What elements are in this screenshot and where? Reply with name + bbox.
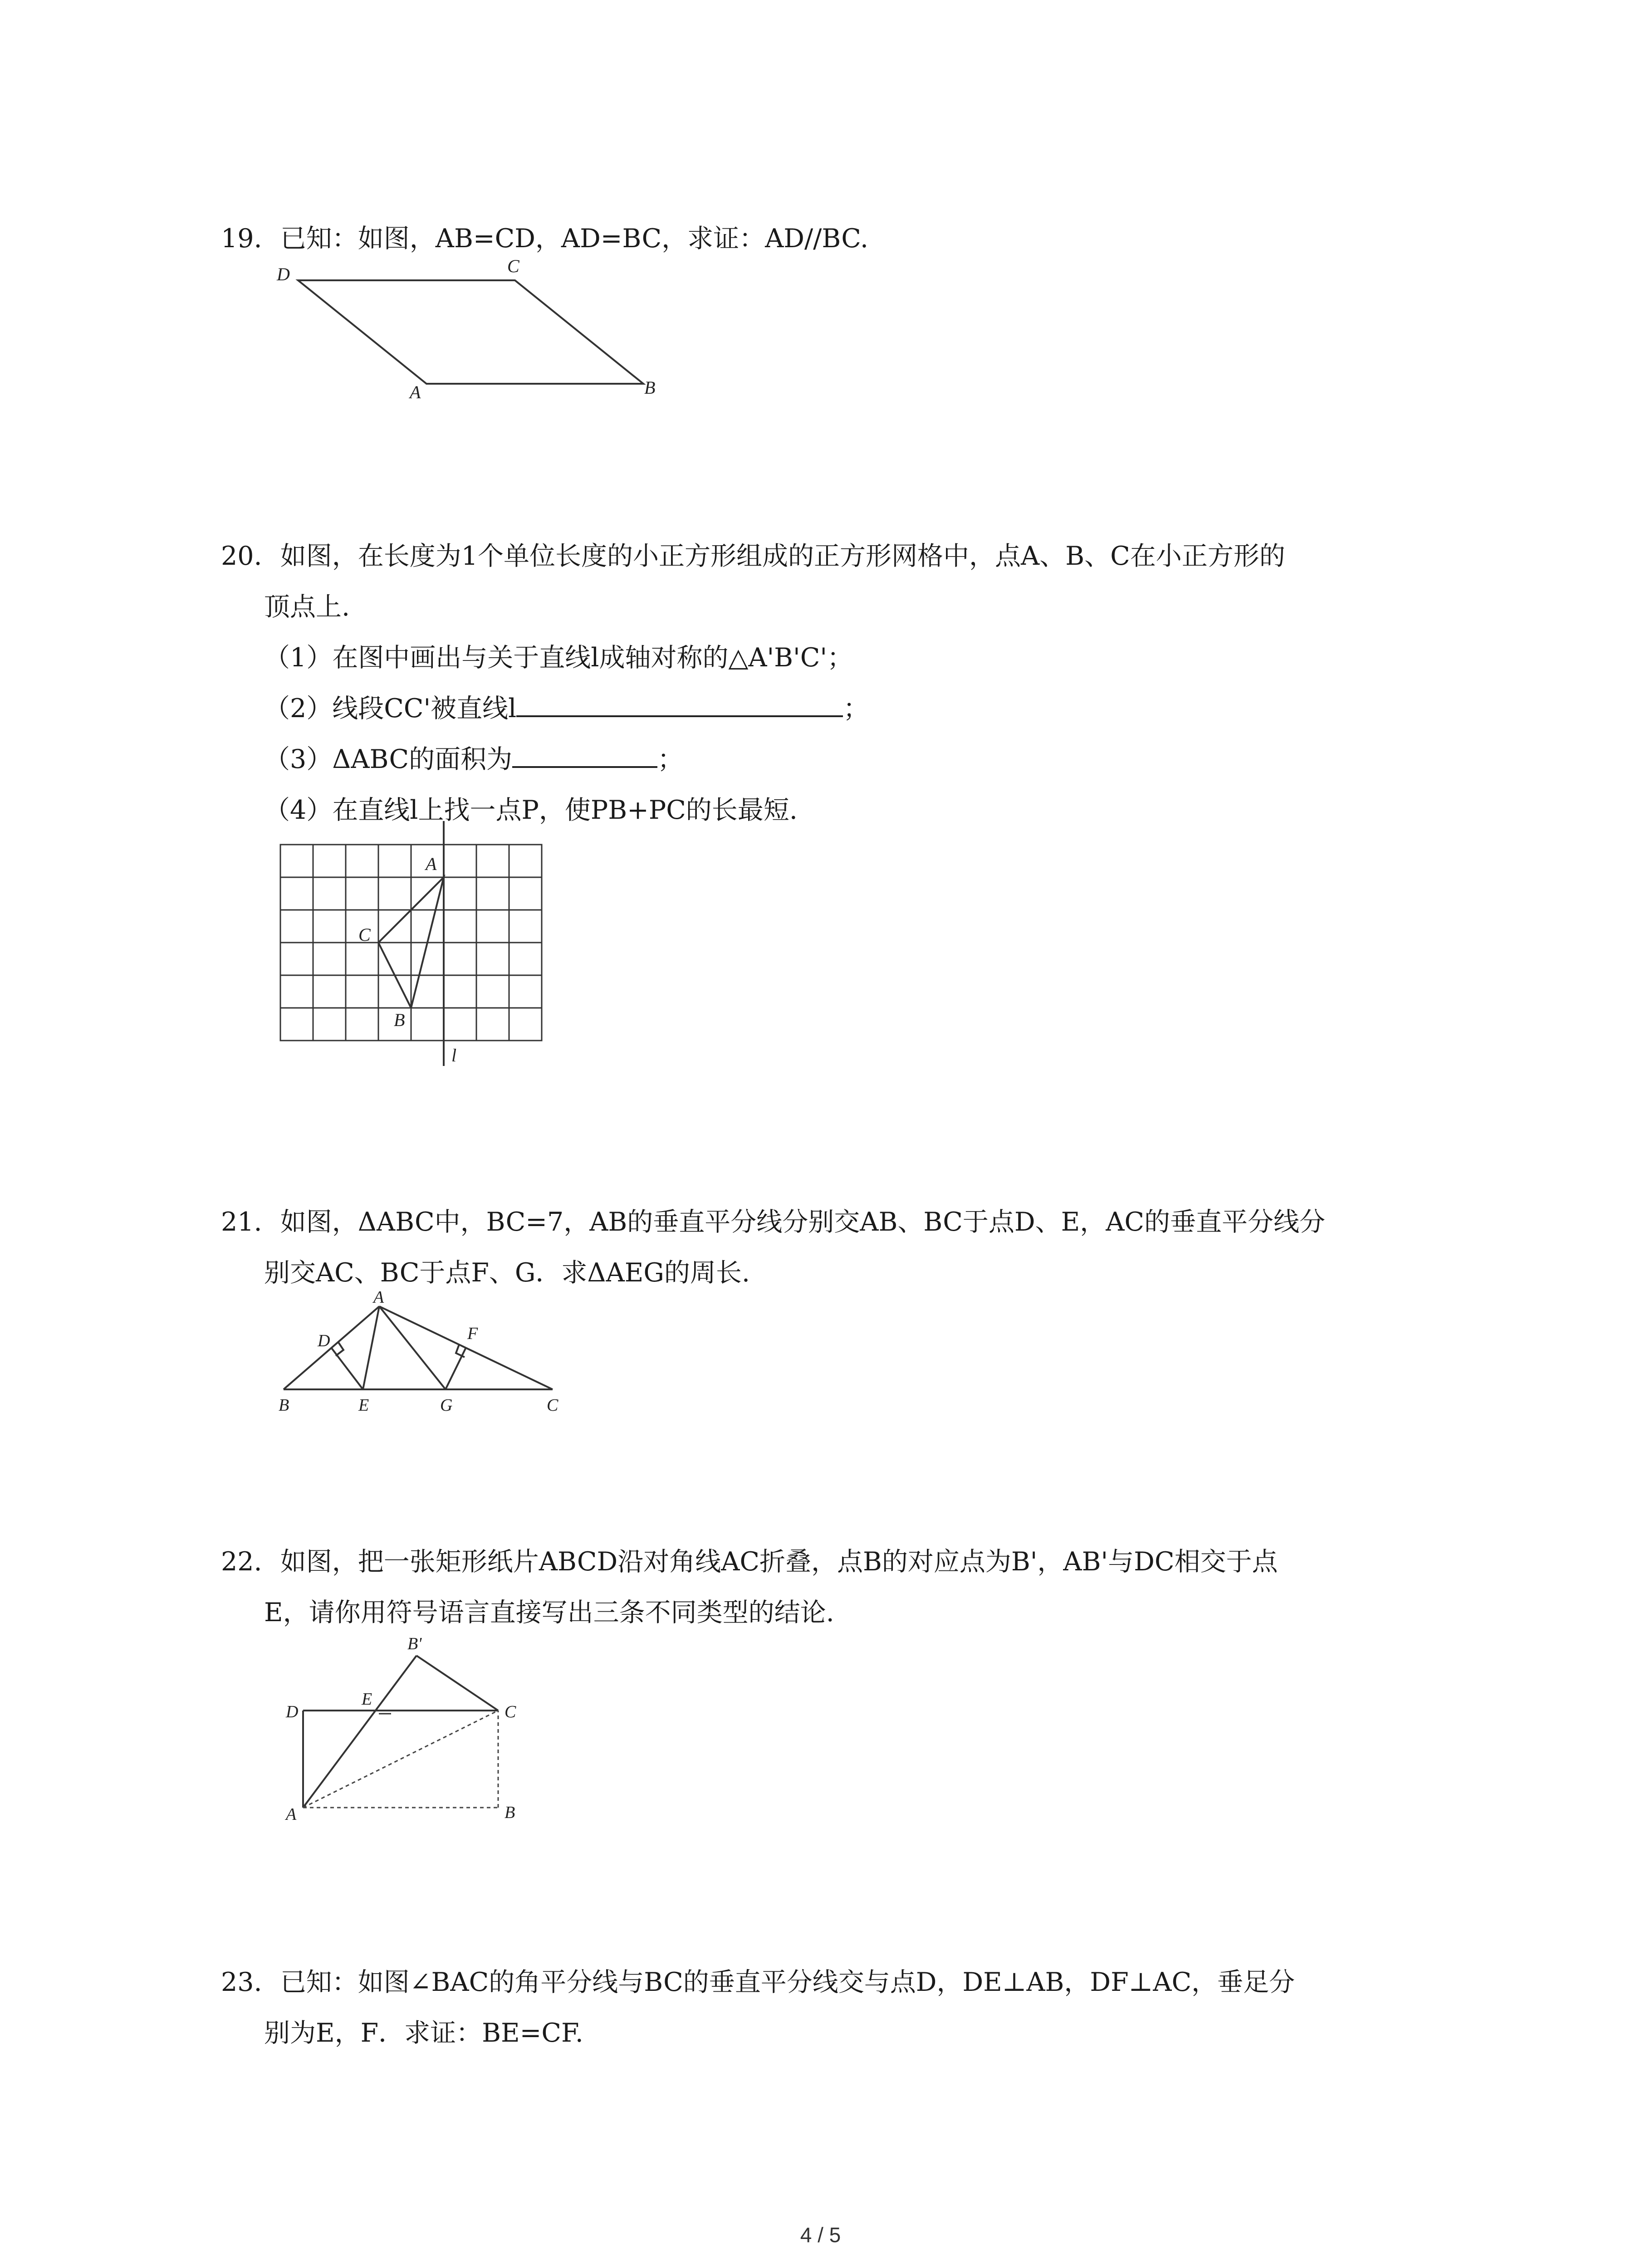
q22-label-b-prime: B' <box>407 1634 422 1653</box>
question-19-number: 19. <box>221 224 262 254</box>
question-21-line2: 别交AC、BC于点F、G．求ΔAEG的周长. <box>264 1258 750 1288</box>
q20-label-l: l <box>451 1045 457 1066</box>
q19-label-d: D <box>277 264 290 284</box>
question-23 <box>221 1957 1295 2008</box>
q21-label-a: A <box>373 1288 384 1307</box>
question-20-sub3-suffix: ； <box>657 744 684 774</box>
q22-label-c: C <box>505 1702 516 1721</box>
question-21-line1: 如图，ΔABC中，BC=7，AB的垂直平分线分别交AB、BC于点D、E，AC的垂直平分线分 <box>280 1207 1325 1237</box>
q19-label-c: C <box>507 256 519 276</box>
question-22-number: 22. <box>221 1547 262 1577</box>
question-22-line1: 如图，把一张矩形纸片ABCD沿对角线AC折叠，点B的对应点为B'，AB'与DC相交于点 <box>280 1547 1278 1577</box>
q22-diagonal-ac <box>303 1711 498 1808</box>
question-20-line2: 顶点上. <box>264 592 350 622</box>
question-20-sub4: （4）在直线l上找一点P，使PB+PC的长最短. <box>264 795 798 825</box>
q22-label-b: B <box>505 1803 515 1822</box>
q21-label-d: D <box>318 1331 330 1350</box>
q21-label-g: G <box>440 1396 453 1415</box>
q19-label-a: A <box>410 382 421 402</box>
q20-label-a: A <box>426 854 437 874</box>
q20-label-b: B <box>394 1010 405 1030</box>
q22-segment-b-prime-c <box>416 1656 498 1711</box>
question-20-sub2-prefix: （2）线段CC'被直线l <box>264 694 517 723</box>
question-20-sub1: （1）在图中画出与关于直线l成轴对称的△A'B'C'； <box>264 643 853 673</box>
q21-label-c: C <box>547 1396 558 1415</box>
question-20-sub3-prefix: （3）ΔABC的面积为 <box>264 744 513 774</box>
question-23-line2: 别为E，F．求证：BE=CF. <box>264 2018 583 2048</box>
q22-label-a: A <box>286 1805 297 1824</box>
q20-label-c: C <box>358 924 371 945</box>
question-23-line1: 已知：如图∠BAC的角平分线与BC的垂直平分线交与点D，DE⊥AB，DF⊥AC，垂足分 <box>280 1967 1295 1997</box>
question-23-number: 23. <box>221 1967 262 1997</box>
question-20-line1: 如图，在长度为1个单位长度的小正方形组成的正方形网格中，点A、B、C在小正方形的 <box>280 541 1285 571</box>
q19-label-b: B <box>644 377 656 398</box>
question-22-line2: E，请你用符号语言直接写出三条不同类型的结论. <box>264 1598 834 1628</box>
question-21-number: 21. <box>221 1207 262 1237</box>
q21-label-e: E <box>358 1396 369 1415</box>
q21-label-b: B <box>279 1396 289 1415</box>
q22-label-d: D <box>286 1702 299 1721</box>
q21-label-f: F <box>467 1324 478 1343</box>
q22-segment-ab-prime <box>303 1656 416 1808</box>
question-20-sub2-suffix: ； <box>843 694 869 723</box>
q22-label-e: E <box>362 1690 372 1709</box>
question-19-text: 已知：如图，AB=CD，AD=BC，求证：AD//BC. <box>280 224 869 254</box>
question-20-number: 20. <box>221 541 262 571</box>
page-number: 4 / 5 <box>800 2223 841 2247</box>
